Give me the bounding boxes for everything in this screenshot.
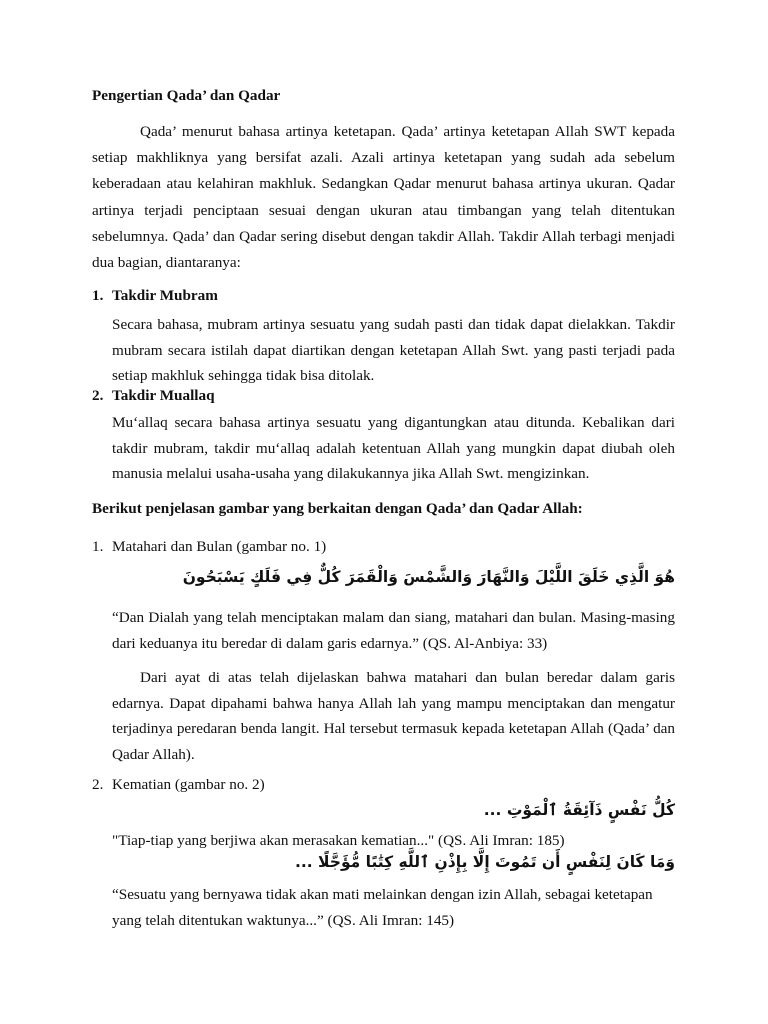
item-title: Matahari dan Bulan (gambar no. 1) (112, 538, 327, 555)
list-number: 1. (92, 287, 104, 304)
list-number: 2. (92, 776, 104, 793)
verse-translation: “Dan Dialah yang telah menciptakan malam dan siang, matahari dan bulan. Masing-masing dari keduanya itu beredar di dalam garis edarnya.” (QS. Al-Anbiya: 33) (112, 609, 675, 652)
item-title: Takdir Muallaq (112, 387, 215, 404)
item-text: Mu‘allaq secara bahasa artinya sesuatu yang digantungkan atau ditunda. Kebalikan dari takdir mubram, takdir mu‘allaq adalah ketentuan Allah yang mungkin dapat diubah oleh manusia melalui usaha-usaha yang dilakukannya jika Allah Swt. mengizinkan. (112, 414, 675, 483)
arabic-verse: كُلُّ نَفْسٍ ذَآئِقَةُ ٱلْمَوْتِ ... (483, 801, 675, 819)
section-heading: Berikut penjelasan gambar yang berkaitan dengan Qada’ dan Qadar Allah: (92, 500, 583, 517)
arabic-verse: وَمَا كَانَ لِنَفْسٍ أَن تَمُوتَ إِلَّا بِإِذْنِ ٱللَّهِ كِتَٰبًا مُّؤَجَّلًا ... (294, 853, 675, 871)
list-number: 1. (92, 538, 104, 555)
item-text: Secara bahasa, mubram artinya sesuatu yang sudah pasti dan tidak dapat dielakkan. Takdir mubram secara istilah dapat diartikan dengan ketetapan Allah Swt. yang pasti terjadi pada setiap makhluk sehingga tidak bisa ditolak. (112, 316, 675, 385)
verse-translation: “Sesuatu yang bernyawa tidak akan mati melainkan dengan izin Allah, sebagai ketetapan yang telah ditentukan waktunya...” (QS. Ali Imran: 145) (112, 886, 653, 929)
item-title: Takdir Mubram (112, 287, 218, 304)
verse-translation: "Tiap-tiap yang berjiwa akan merasakan kematian..." (QS. Ali Imran: 185) (112, 832, 565, 849)
explanation-paragraph: Dari ayat di atas telah dijelaskan bahwa matahari dan bulan beredar dalam garis edarnya. Dapat dipahami bahwa hanya Allah lah yang mampu menciptakan dan mengatur terjadinya peredaran benda langit. Hal tersebut termasuk kepada ketetapan Allah (Qada’ dan Qadar Allah). (112, 669, 675, 763)
intro-paragraph: Qada’ menurut bahasa artinya ketetapan. Qada’ artinya ketetapan Allah SWT kepada setiap makhliknya yang bersifat azali. Azali artinya ketetapan yang sudah ada sebelum keberadaan atau kelahiran makhluk. Sedangkan Qadar menurut bahasa artinya ukuran. Qadar artinya terjadi penciptaan sesuai dengan ukuran atau timbangan yang telah ditentukan sebelumnya. Qada’ dan Qadar sering disebut dengan takdir Allah. Takdir Allah terbagi menjadi dua bagian, diantaranya: (92, 123, 675, 272)
arabic-verse: هُوَ الَّذِي خَلَقَ اللَّيْلَ وَالنَّهَارَ وَالشَّمْسَ وَالْقَمَرَ كُلٌّ فِي فَلَكٍ يَسْبَحُونَ (182, 568, 675, 586)
list-number: 2. (92, 387, 104, 404)
item-title: Kematian (gambar no. 2) (112, 776, 265, 793)
page-title: Pengertian Qada’ dan Qadar (92, 87, 281, 104)
